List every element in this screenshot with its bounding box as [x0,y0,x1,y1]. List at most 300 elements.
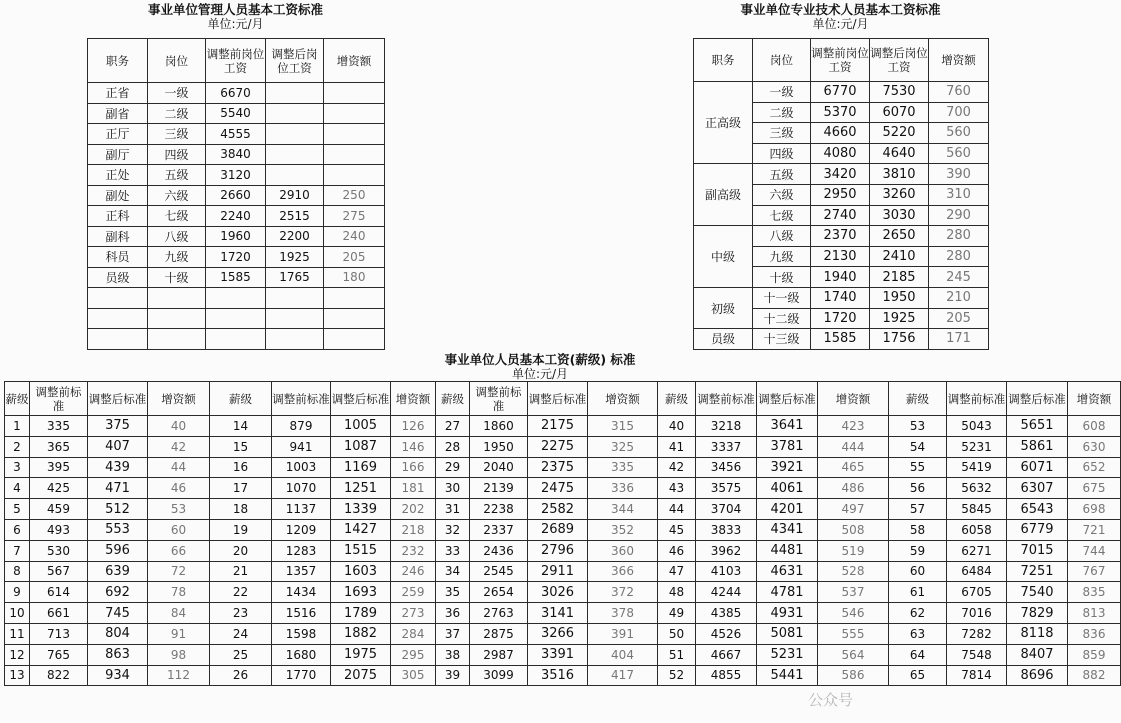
tech-salary-table [693,38,989,350]
table-cell: 六级 [148,185,206,206]
table-row [694,164,989,185]
table-cell: 5081 [757,623,818,644]
table-cell: 512 [88,499,148,520]
table-cell: 4244 [696,582,757,603]
table-cell: 882 [1068,665,1121,686]
table-cell: 486 [818,478,889,499]
table-cell: 3810 [870,164,929,185]
table-cell: 166 [391,457,436,478]
table-cell: 5651 [1007,416,1068,437]
table-cell: 1516 [272,603,331,624]
table-cell: 1882 [331,623,391,644]
table-cell: 60 [889,561,947,582]
table-cell: 259 [391,582,436,603]
table-cell: 53 [148,499,210,520]
table-cell: 十级 [753,267,811,288]
table-cell: 3026 [528,582,588,603]
header-cell: 调整后标准 [331,382,391,416]
table-cell: 2475 [528,478,588,499]
table-cell: 46 [658,540,696,561]
table-cell: 1005 [331,416,391,437]
table-cell: 正厅 [88,124,148,145]
table-cell: 2175 [528,416,588,437]
table-cell: 五级 [753,164,811,185]
table-cell: 35 [436,582,470,603]
table-cell: 315 [588,416,658,437]
table-cell: 3704 [696,499,757,520]
table-cell: 科员 [88,247,148,268]
table-cell: 1770 [272,665,331,686]
table-row [694,226,989,247]
table-row [5,478,1121,499]
table-cell: 40 [148,416,210,437]
table-cell: 1789 [331,603,391,624]
table-cell: 2200 [266,226,324,247]
table-cell: 1765 [266,267,324,288]
table-cell: 180 [324,267,385,288]
table-cell: 335 [30,416,88,437]
table-cell: 19 [210,519,272,540]
table-cell: 57 [889,499,947,520]
table-cell: 1950 [470,436,528,457]
table-cell: 7282 [947,623,1007,644]
table-cell: 2130 [811,246,870,267]
tech-table-unit: 单位:元/月 [812,17,869,31]
table-cell: 497 [818,499,889,520]
table-cell [324,165,385,186]
table-cell: 822 [30,665,88,686]
table-cell: 四级 [753,143,811,164]
table-cell: 56 [889,478,947,499]
table-cell: 1940 [811,267,870,288]
table-cell: 3337 [696,436,757,457]
table-cell [88,329,148,350]
group-label-cell: 中级 [694,226,753,288]
mgmt-salary-table [87,38,385,350]
table-cell: 2238 [470,499,528,520]
header-cell: 职务 [694,39,753,82]
table-cell: 正省 [88,83,148,104]
table-cell: 1283 [272,540,331,561]
table-cell: 7 [5,540,30,561]
table-cell: 614 [30,582,88,603]
table-cell: 46 [148,478,210,499]
table-cell: 3141 [528,603,588,624]
table-cell: 760 [929,82,989,103]
table-cell: 32 [436,519,470,540]
table-cell: 3099 [470,665,528,686]
table-cell: 395 [30,457,88,478]
table-cell: 804 [88,623,148,644]
table-cell: 39 [436,665,470,686]
table-cell: 3641 [757,416,818,437]
table-cell [266,144,324,165]
table-cell: 23 [210,603,272,624]
table-cell: 63 [889,623,947,644]
table-cell: 47 [658,561,696,582]
header-cell: 岗位 [148,39,206,83]
table-cell: 六级 [753,184,811,205]
table-cell: 365 [30,436,88,457]
table-cell: 3391 [528,644,588,665]
table-cell: 4341 [757,519,818,540]
table-cell: 40 [658,416,696,437]
table-cell: 44 [658,499,696,520]
table-cell: 3516 [528,665,588,686]
table-cell: 17 [210,478,272,499]
table-cell: 7829 [1007,603,1068,624]
table-cell: 439 [88,457,148,478]
header-cell: 增资额 [148,382,210,416]
table-cell: 567 [30,561,88,582]
table-cell: 44 [148,457,210,478]
table-cell: 5231 [947,436,1007,457]
table-cell: 18 [210,499,272,520]
table-cell: 36 [436,603,470,624]
table-cell: 863 [88,644,148,665]
table-cell: 1693 [331,582,391,603]
header-cell: 调整后标准 [757,382,818,416]
table-cell: 493 [30,519,88,540]
table-cell: 366 [588,561,658,582]
table-cell: 218 [391,519,436,540]
table-cell: 十二级 [753,308,811,329]
table-cell: 2796 [528,540,588,561]
table-cell: 1585 [811,329,870,350]
table-cell: 5861 [1007,436,1068,457]
table-cell: 1603 [331,561,391,582]
table-cell: 325 [588,436,658,457]
table-cell: 22 [210,582,272,603]
table-cell: 1515 [331,540,391,561]
table-row [88,124,385,145]
table-cell: 42 [658,457,696,478]
table-cell: 1169 [331,457,391,478]
table-cell: 372 [588,582,658,603]
table-cell: 378 [588,603,658,624]
table-cell: 5220 [870,123,929,144]
table-cell: 2375 [528,457,588,478]
table-cell [324,103,385,124]
table-cell: 934 [88,665,148,686]
table-cell: 560 [929,123,989,144]
table-cell: 4526 [696,623,757,644]
table-cell: 3266 [528,623,588,644]
table-cell: 21 [210,561,272,582]
table-cell: 61 [889,582,947,603]
table-cell: 1925 [870,308,929,329]
table-cell [148,308,206,329]
table-cell: 4385 [696,603,757,624]
table-header-row [5,382,1121,416]
table-cell: 33 [436,540,470,561]
table-cell: 3030 [870,205,929,226]
table-cell: 副省 [88,103,148,124]
group-label-cell: 员级 [694,329,753,350]
header-cell: 薪级 [658,382,696,416]
table-cell: 3833 [696,519,757,540]
table-cell: 745 [88,603,148,624]
table-row [88,103,385,124]
table-row [5,436,1121,457]
table-cell: 78 [148,582,210,603]
table-cell: 66 [148,540,210,561]
table-cell: 1756 [870,329,929,350]
table-cell: 6 [5,519,30,540]
table-cell: 64 [889,644,947,665]
table-cell: 471 [88,478,148,499]
table-cell: 58 [889,519,947,540]
table-cell: 3420 [811,164,870,185]
table-cell: 2337 [470,519,528,540]
table-row [88,288,385,309]
table-cell: 九级 [753,246,811,267]
table-header-row [88,39,385,83]
table-cell: 28 [436,436,470,457]
table-cell: 6543 [1007,499,1068,520]
table-cell: 6307 [1007,478,1068,499]
table-cell: 639 [88,561,148,582]
table-cell: 859 [1068,644,1121,665]
table-cell [148,288,206,309]
table-row [88,329,385,350]
table-cell: 4061 [757,478,818,499]
table-cell: 59 [889,540,947,561]
table-row [694,287,989,308]
table-cell: 30 [436,478,470,499]
table-row [5,603,1121,624]
table-cell: 375 [88,416,148,437]
table-cell: 7251 [1007,561,1068,582]
table-cell: 836 [1068,623,1121,644]
table-cell [266,308,324,329]
table-cell: 十三级 [753,329,811,350]
table-cell: 444 [818,436,889,457]
group-label-cell: 副高级 [694,164,753,226]
table-cell: 6070 [870,102,929,123]
table-cell: 560 [929,143,989,164]
table-cell: 1357 [272,561,331,582]
table-cell: 25 [210,644,272,665]
table-cell: 344 [588,499,658,520]
table-cell: 5419 [947,457,1007,478]
table-cell: 2875 [470,623,528,644]
table-cell: 146 [391,436,436,457]
table-cell [324,288,385,309]
table-cell: 72 [148,561,210,582]
table-cell: 5 [5,499,30,520]
mgmt-table-unit: 单位:元/月 [207,17,264,31]
table-cell: 530 [30,540,88,561]
header-cell: 调整后标准 [528,382,588,416]
table-cell: 1251 [331,478,391,499]
table-cell: 240 [324,226,385,247]
header-cell: 调整前岗位工资 [206,39,266,83]
header-cell: 调整后岗位工资 [266,39,324,83]
table-cell: 528 [818,561,889,582]
salary-table-unit: 单位:元/月 [511,367,569,381]
table-cell: 3218 [696,416,757,437]
table-row [5,499,1121,520]
table-cell: 465 [818,457,889,478]
table-cell: 54 [889,436,947,457]
table-cell: 1070 [272,478,331,499]
table-row [5,540,1121,561]
header-cell: 薪级 [5,382,30,416]
table-cell: 404 [588,644,658,665]
table-cell: 6779 [1007,519,1068,540]
table-cell: 31 [436,499,470,520]
header-cell: 调整前标准 [947,382,1007,416]
table-cell: 7548 [947,644,1007,665]
table-cell: 48 [658,582,696,603]
table-cell: 564 [818,644,889,665]
table-cell: 652 [1068,457,1121,478]
table-cell [266,103,324,124]
table-cell: 1427 [331,519,391,540]
table-cell: 4080 [811,143,870,164]
table-cell: 295 [391,644,436,665]
table-cell: 24 [210,623,272,644]
table-cell: 1860 [470,416,528,437]
watermark: 公众号 [808,691,854,709]
table-cell: 459 [30,499,88,520]
table-cell: 10 [5,603,30,624]
table-cell: 1087 [331,436,391,457]
table-cell: 4931 [757,603,818,624]
table-cell: 767 [1068,561,1121,582]
table-cell: 553 [88,519,148,540]
table-cell: 4855 [696,665,757,686]
header-cell: 岗位 [753,39,811,82]
table-row [88,206,385,227]
header-cell: 增资额 [324,39,385,83]
table-cell: 2660 [206,185,266,206]
table-cell: 698 [1068,499,1121,520]
header-cell: 调整前标准 [470,382,528,416]
table-cell: 2075 [331,665,391,686]
table-cell [88,308,148,329]
table-cell: 721 [1068,519,1121,540]
table-cell: 2040 [470,457,528,478]
table-cell: 6705 [947,582,1007,603]
table-cell: 3962 [696,540,757,561]
table-cell: 232 [391,540,436,561]
table-cell: 280 [929,246,989,267]
table-cell: 5540 [206,103,266,124]
table-cell: 13 [5,665,30,686]
table-cell: 1339 [331,499,391,520]
table-cell: 62 [889,603,947,624]
table-cell: 2 [5,436,30,457]
table-row [694,329,989,350]
table-cell: 2436 [470,540,528,561]
table-cell: 2689 [528,519,588,540]
table-cell: 91 [148,623,210,644]
table-cell: 1598 [272,623,331,644]
table-cell: 1434 [272,582,331,603]
header-cell: 增资额 [818,382,889,416]
table-row [88,226,385,247]
table-cell: 3840 [206,144,266,165]
table-row [88,308,385,329]
table-cell: 副厅 [88,144,148,165]
table-cell: 4201 [757,499,818,520]
header-cell: 调整后岗位工资 [870,39,929,82]
table-cell: 112 [148,665,210,686]
table-cell: 3575 [696,478,757,499]
table-cell: 4 [5,478,30,499]
table-cell: 250 [324,185,385,206]
table-cell: 1003 [272,457,331,478]
table-cell: 417 [588,665,658,686]
header-cell: 薪级 [436,382,470,416]
table-cell: 425 [30,478,88,499]
table-cell: 七级 [753,205,811,226]
table-cell: 1680 [272,644,331,665]
table-cell: 5043 [947,416,1007,437]
table-cell: 1137 [272,499,331,520]
table-cell: 副处 [88,185,148,206]
table-cell: 53 [889,416,947,437]
table-cell: 84 [148,603,210,624]
table-cell: 813 [1068,603,1121,624]
table-cell: 50 [658,623,696,644]
table-cell: 310 [929,184,989,205]
table-cell: 630 [1068,436,1121,457]
header-cell: 调整后标准 [88,382,148,416]
table-cell: 335 [588,457,658,478]
table-cell: 正科 [88,206,148,227]
table-cell: 37 [436,623,470,644]
table-row [88,165,385,186]
table-cell: 3456 [696,457,757,478]
table-cell: 15 [210,436,272,457]
table-cell: 246 [391,561,436,582]
table-cell [266,329,324,350]
table-cell: 三级 [148,124,206,145]
table-cell: 3 [5,457,30,478]
table-cell [266,124,324,145]
table-cell: 11 [5,623,30,644]
table-cell: 4103 [696,561,757,582]
table-cell: 1960 [206,226,266,247]
table-cell: 713 [30,623,88,644]
table-row [5,457,1121,478]
mgmt-table-title: 事业单位管理人员基本工资标准 [147,2,323,17]
table-cell: 5845 [947,499,1007,520]
table-cell: 245 [929,267,989,288]
table-cell: 4667 [696,644,757,665]
table-cell [88,288,148,309]
table-cell: 4555 [206,124,266,145]
table-cell [266,288,324,309]
table-cell: 608 [1068,416,1121,437]
table-row [88,83,385,104]
table-cell: 五级 [148,165,206,186]
table-cell: 2139 [470,478,528,499]
table-cell: 正处 [88,165,148,186]
table-cell: 38 [436,644,470,665]
table-cell: 205 [929,308,989,329]
table-cell: 43 [658,478,696,499]
table-row [5,623,1121,644]
table-cell: 4631 [757,561,818,582]
table-cell: 41 [658,436,696,457]
table-cell: 1925 [266,247,324,268]
table-cell: 九级 [148,247,206,268]
table-cell: 51 [658,644,696,665]
